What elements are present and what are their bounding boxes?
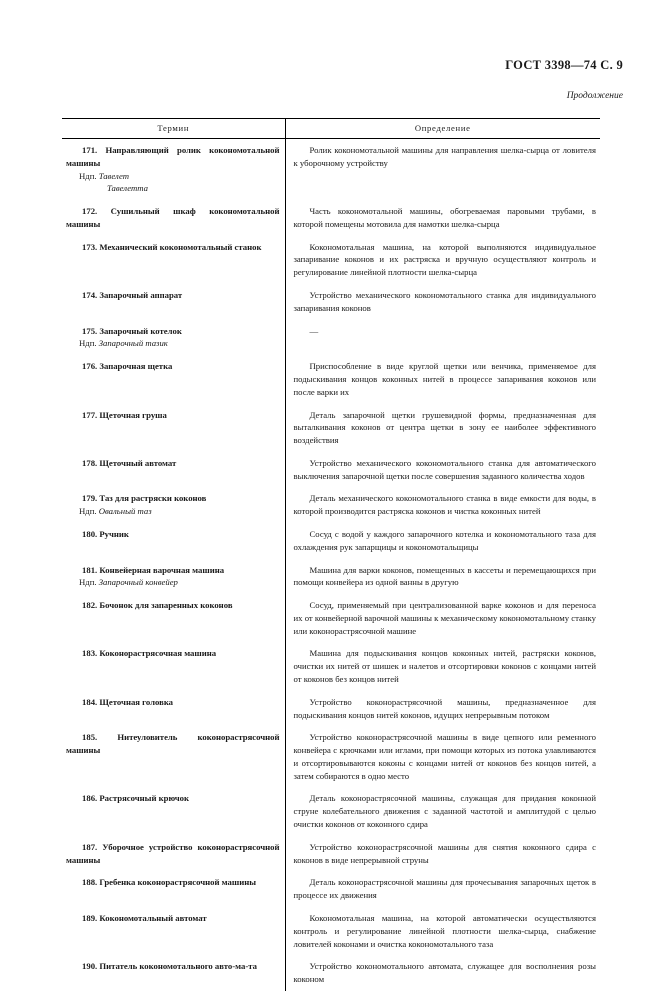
table-row — [62, 355, 600, 403]
term-cell — [62, 236, 285, 284]
table-row — [62, 691, 600, 727]
definition-text: Сосуд с водой у каждого запарочного котелка и кокономотального таза для охлаждения рук запарщицы и кокономотальщицы — [293, 528, 596, 552]
term-text: 183. Коконорастрясочная машина — [82, 648, 217, 659]
definition-text: Устройство механического кокономотального станка для индивидуального запаривания коконов — [293, 290, 596, 313]
term-cell — [62, 559, 285, 595]
continuation-label: Продолжение — [566, 91, 623, 101]
ndp-value: Тавелетта — [107, 183, 149, 194]
term-cell — [62, 691, 285, 727]
term-text: 186. Растрясочный крючок — [82, 793, 190, 804]
term-text: 184. Щеточная головка — [82, 696, 174, 707]
definition-cell — [285, 871, 600, 907]
term-text: 173. Механический кокономотальный станок — [82, 241, 262, 252]
table-row — [62, 594, 600, 642]
term-cell — [62, 907, 285, 955]
table-row — [62, 787, 600, 835]
term-cell — [62, 404, 285, 452]
definition-text: Деталь коконорастрясочной машины, служащая для придания коконной струне колебательного движения с заданной частотой и амплитудой с целью очистки коконов от коконного сдира — [293, 793, 596, 830]
table-header-row — [62, 119, 600, 139]
term-cell — [62, 594, 285, 642]
definition-cell — [285, 236, 600, 284]
term-text: 181. Конвейерная варочная машина — [82, 564, 225, 575]
table-row — [62, 726, 600, 787]
table-row — [62, 452, 600, 488]
column-header-definition: Определение — [285, 119, 600, 139]
definition-text: Машина для варки коконов, помещенных в кассеты и перемещающихся при помощи конвейера из одной ванны в другую — [293, 564, 596, 588]
term-cell — [62, 355, 285, 403]
ndp-entry — [66, 576, 280, 589]
table-row — [62, 404, 600, 452]
ndp-value: Овальный таз — [96, 506, 152, 517]
definition-text: Машина для подыскивания концов коконных нитей, растряски коконов, очистки их нитей от шишек и налетов и отсортировки коконов с концами нитей от коконов без концов нитей — [293, 648, 596, 684]
definition-text: — — [309, 325, 319, 336]
definition-text: Деталь коконорастрясочной машины для прочесывания запарочных щеток в процессе их движения — [293, 877, 596, 901]
term-cell — [62, 284, 285, 320]
terms-table-container — [62, 118, 600, 991]
term-cell — [62, 787, 285, 835]
term-cell — [62, 200, 285, 236]
definition-text: Устройство коконорастрясочной машины в виде цепного или ременного конвейера с крючками или иглами, при помощи которых из потока улавливаются и отсортировываются коконы с концами нитей от коконов без концов нитей, а затем собираются в одно место — [293, 732, 596, 781]
ndp-value: Запарочный тазик — [96, 338, 168, 349]
ndp-entry — [66, 505, 280, 518]
term-text: 178. Щеточный автомат — [82, 457, 177, 468]
definition-cell — [285, 726, 600, 787]
definition-text: Устройство коконорастрясочной машины, предназначенное для подыскивания концов нитей коконов, идущих непрерывным потоком — [293, 696, 596, 720]
term-text: 175. Запарочный котелок — [82, 325, 182, 336]
term-text: 182. Бочонок для запаренных коконов — [82, 600, 233, 611]
definition-text: Устройство механического кокономотального станка для автоматического выключения запарочной щетки после совершения заданного количества ходов — [293, 457, 596, 481]
term-cell — [62, 523, 285, 559]
definition-cell — [285, 642, 600, 690]
definition-cell — [285, 691, 600, 727]
definition-text: Приспособление в виде круглой щетки или венчика, применяемое для подыскивания концов коконных нитей в процессе запаривания коконов или после варки их — [293, 361, 596, 397]
term-cell — [62, 955, 285, 991]
ndp-label: Ндп. — [79, 338, 97, 349]
page-header-standard-number: ГОСТ 3398—74 С. 9 — [505, 58, 623, 72]
table-row — [62, 559, 600, 595]
table-row — [62, 236, 600, 284]
term-cell — [62, 871, 285, 907]
table-row — [62, 523, 600, 559]
table-row — [62, 907, 600, 955]
term-cell — [62, 642, 285, 690]
definition-cell — [285, 200, 600, 236]
term-text: 177. Щеточная груша — [82, 409, 167, 420]
term-text: 180. Ручник — [82, 528, 129, 539]
ndp-value: Тавелет — [96, 170, 129, 181]
definition-cell — [285, 523, 600, 559]
ndp-label: Ндп. — [79, 506, 97, 517]
term-text: 174. Запарочный аппарат — [82, 290, 183, 301]
table-row — [62, 642, 600, 690]
definition-text: Ролик кокономотальной машины для направления шелка-сырца от ловителя к уборочному устройству — [293, 145, 596, 168]
definition-text: Устройство кокономотального автомата, служащее для восполнения розы коконом — [293, 961, 596, 985]
term-text: 190. Питатель кокономотального авто-ма-та — [82, 961, 257, 972]
ndp-label: Ндп. — [79, 577, 97, 588]
table-row — [62, 284, 600, 320]
definition-cell — [285, 320, 600, 356]
definition-cell — [285, 487, 600, 523]
table-row — [62, 955, 600, 991]
ndp-value: Запарочный конвейер — [96, 577, 178, 588]
table-row — [62, 871, 600, 907]
definition-cell — [285, 836, 600, 872]
ndp-entry — [66, 170, 280, 183]
term-cell — [62, 487, 285, 523]
term-text: 171. Направляющий ролик кокономотальной машины — [66, 145, 280, 168]
definition-text: Деталь запарочной щетки грушевидной формы, предназначенная для выталкивания коконов от центра щетки в зону ее наиболее эффективного воздействия — [293, 409, 596, 446]
definition-cell — [285, 404, 600, 452]
term-cell — [62, 452, 285, 488]
terms-table — [62, 118, 600, 991]
definition-text: Сосуд, применяемый при централизованной варке коконов и для переноса их от конвейерной варочной машины к механическому кокономотальному станку или коконорастрясочной машине — [293, 600, 596, 636]
table-row — [62, 200, 600, 236]
term-text: 179. Таз для растряски коконов — [82, 493, 207, 504]
definition-text: Деталь механического кокономотального станка в виде емкости для воды, в которой производится растряска коконов и чистка коконных нитей — [293, 493, 596, 517]
term-text: 187. Уборочное устройство коконорастрясочной машины — [66, 841, 280, 865]
table-row — [62, 139, 600, 201]
term-text: 188. Гребенка коконорастрясочной машины — [82, 877, 257, 888]
definition-text: Кокономотальная машина, на которой автоматически осуществляются контроль и регулирование линейной плотности шелка-сырца, снабжение ловителей коконами и очистка кокономотального таза — [293, 912, 596, 949]
table-body — [62, 139, 600, 991]
definition-text: Часть кокономотальной машины, обогреваемая паровыми трубами, в которой помещены мотовила для намотки шелка-сырца — [293, 206, 596, 229]
definition-cell — [285, 907, 600, 955]
term-text: 172. Сушильный шкаф кокономотальной машины — [66, 206, 280, 229]
term-cell — [62, 139, 285, 201]
definition-cell — [285, 594, 600, 642]
definition-text: Кокономотальная машина, на которой выполняются индивидуальное запаривание коконов и их растряска и вручную осуществляют контроль и регулирование линейной плотности шелка-сырца — [293, 241, 596, 278]
term-text: 185. Нитеуловитель коконорастрясочной машины — [66, 732, 280, 756]
definition-cell — [285, 139, 600, 201]
definition-cell — [285, 284, 600, 320]
term-text: 176. Запарочная щетка — [82, 361, 173, 372]
table-row — [62, 487, 600, 523]
table-row — [62, 320, 600, 356]
term-text: 189. Кокономотальный автомат — [82, 912, 207, 923]
definition-cell — [285, 355, 600, 403]
definition-cell — [285, 787, 600, 835]
term-cell — [62, 836, 285, 872]
term-cell — [62, 726, 285, 787]
definition-cell — [285, 955, 600, 991]
definition-cell — [285, 452, 600, 488]
term-cell — [62, 320, 285, 356]
definition-cell — [285, 559, 600, 595]
table-header — [62, 119, 600, 139]
table-row — [62, 836, 600, 872]
column-header-term: Термин — [62, 119, 285, 139]
definition-text: Устройство коконорастрясочной машины для снятия коконного сдира с коконов в виде непрерывной струны — [293, 841, 596, 865]
ndp-entry — [66, 337, 280, 350]
ndp-label: Ндп. — [79, 170, 97, 181]
